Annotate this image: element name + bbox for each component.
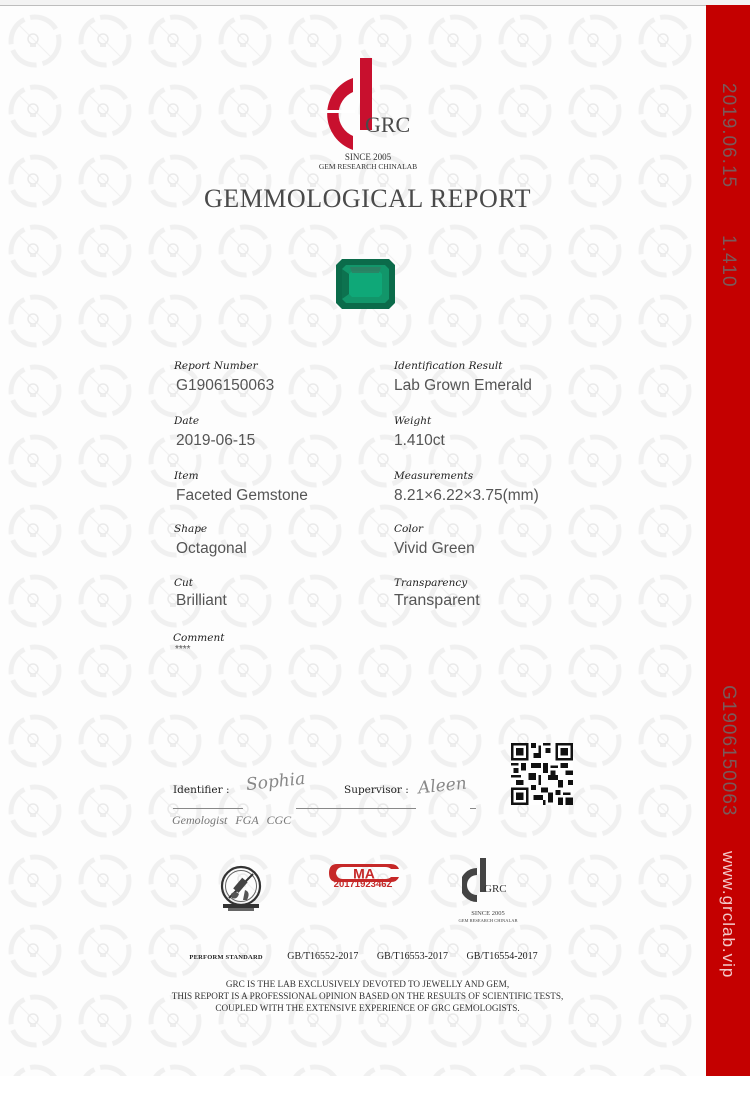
perform-standards (0, 951, 706, 962)
certificate-sheet (0, 6, 706, 1076)
side-band (706, 5, 750, 1076)
identifier-line (173, 808, 243, 809)
standards-label: PERFORM STANDARD (189, 954, 263, 961)
microscope-seal-icon (215, 864, 267, 916)
standard-item: GB/T16552-2017 (287, 951, 359, 962)
disclaimer-line: GRC IS THE LAB EXCLUSIVELY DEVOTED TO JEWELLY AND GEM, (225, 979, 510, 989)
identifier-signature: Sophia (245, 768, 307, 796)
supervisor-signature: Aleen (417, 773, 468, 799)
identifier-label: Identifier : (173, 784, 230, 796)
svg-text:GRC: GRC (484, 883, 507, 895)
grc-logo (313, 58, 423, 162)
supervisor-line-end (470, 808, 476, 809)
field-item: Item Faceted Gemstone (174, 470, 308, 504)
band-report-number: G1906150063 (718, 685, 739, 817)
field-weight: Weight 1.410ct (394, 415, 445, 449)
band-website[interactable]: www.grclab.vip (719, 851, 738, 979)
standard-item: GB/T16553-2017 (376, 951, 448, 962)
report-title: GEMMOLOGICAL REPORT (204, 184, 531, 213)
qr-code[interactable] (511, 743, 573, 805)
field-measurements: Measurements 8.21×6.22×3.75(mm) (394, 470, 539, 504)
standard-item: GB/T16554-2017 (466, 951, 538, 962)
field-comment: Comment **** (173, 632, 225, 655)
disclaimer-line: THIS REPORT IS A PROFESSIONAL OPINION BASED ON THE RESULTS OF SCIENTIFIC TESTS, (171, 991, 564, 1001)
field-identification-result: Identification Result Lab Grown Emerald (394, 360, 532, 394)
emerald-cut-gem-icon (336, 259, 395, 309)
grc-small-caption: SINCE 2005 GEM RESEARCH CHINALAB (458, 910, 518, 923)
field-report-number: Report Number G1906150063 (174, 360, 275, 394)
svg-text:MA: MA (353, 865, 375, 882)
supervisor-label: Supervisor : (344, 784, 409, 796)
band-weight: 1.410 (718, 235, 739, 288)
svg-text:GRC: GRC (365, 112, 411, 137)
field-shape: Shape Octagonal (174, 523, 247, 557)
gemologist-credentials: Gemologist FGA CGC (172, 813, 292, 827)
field-color: Color Vivid Green (394, 523, 475, 557)
field-cut: Cut Brilliant (174, 577, 227, 609)
field-transparency: Transparency Transparent (394, 577, 480, 609)
band-date: 2019.06.15 (718, 83, 739, 189)
logo-caption (300, 152, 436, 172)
grc-small-logo (462, 858, 508, 908)
disclaimer (0, 978, 706, 1014)
since-text: SINCE 2005 (344, 152, 392, 162)
field-date: Date 2019-06-15 (174, 415, 256, 449)
lab-name: GEM RESEARCH CHINALAB (318, 162, 418, 171)
supervisor-line (296, 808, 416, 809)
cma-number: 2017192346Z (333, 879, 393, 890)
disclaimer-line: COUPLED WITH THE EXTENSIVE EXPERIENCE OF GRC GEMOLOGISTS. (215, 1003, 520, 1013)
